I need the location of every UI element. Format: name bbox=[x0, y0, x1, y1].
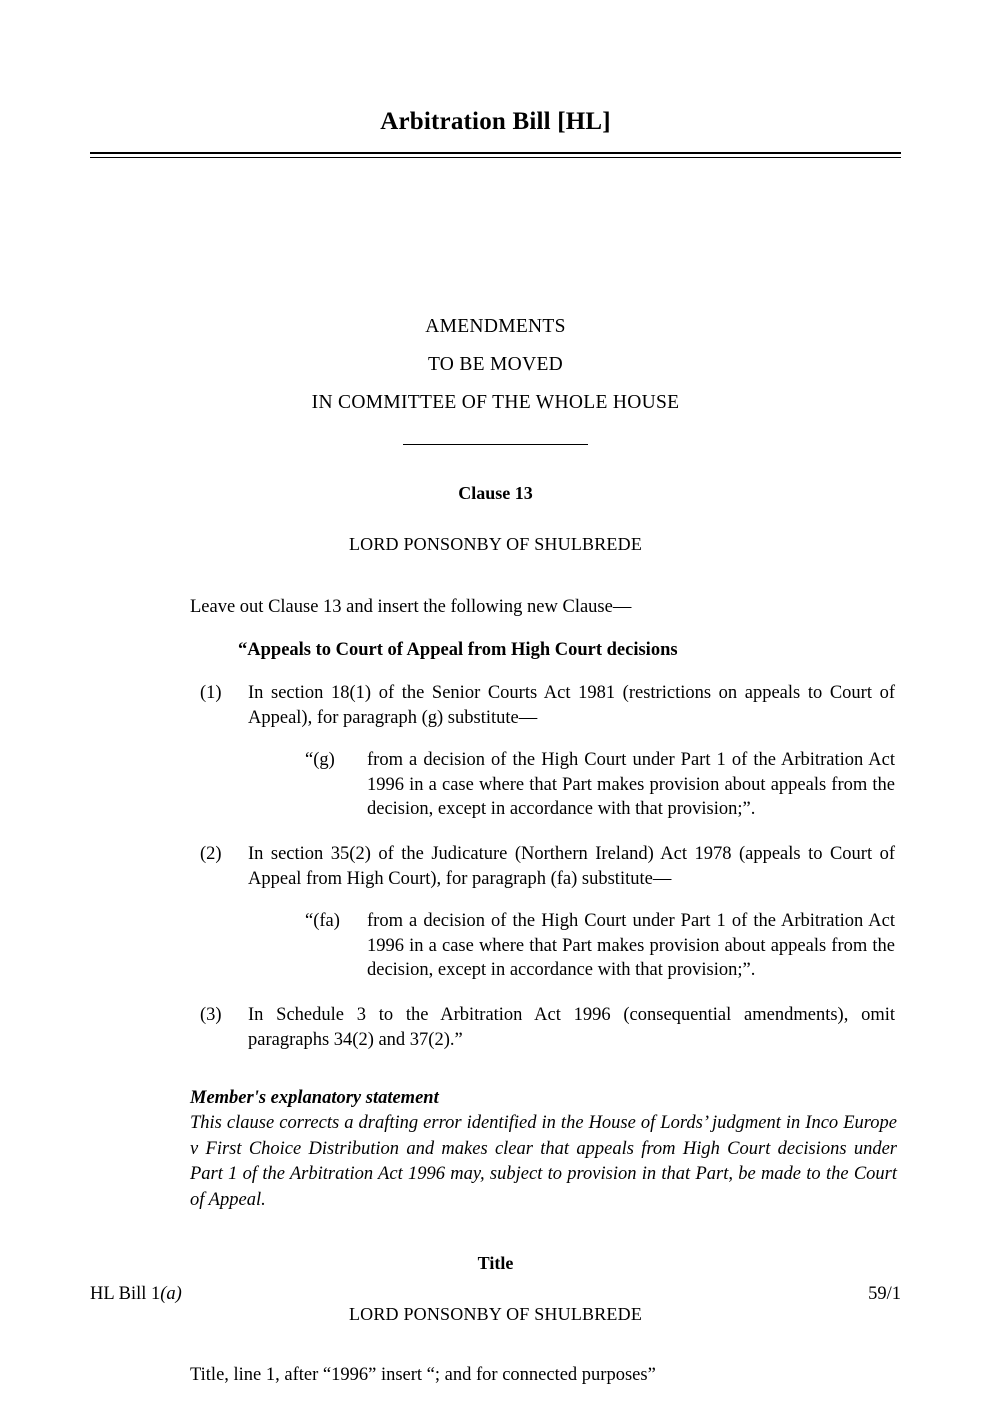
bill-reference-suffix: (a) bbox=[160, 1284, 182, 1304]
page-number: 59/1 bbox=[868, 1284, 901, 1304]
subparagraph-number: (3) bbox=[200, 1004, 222, 1025]
heading-divider bbox=[403, 444, 588, 445]
member-name: LORD PONSONBY OF SHULBREDE bbox=[348, 534, 643, 555]
clause-heading: Clause 13 bbox=[458, 483, 533, 504]
quoted-paragraph-g bbox=[90, 748, 901, 822]
subparagraph-1 bbox=[90, 681, 901, 730]
amendments-heading-line-3: IN COMMITTEE OF THE WHOLE HOUSE bbox=[311, 392, 680, 414]
subparagraph-number: (2) bbox=[200, 844, 222, 865]
subparagraph-2 bbox=[90, 842, 901, 891]
amendments-heading-line-1: AMENDMENTS bbox=[425, 316, 566, 337]
subparagraph-number: (1) bbox=[200, 683, 222, 704]
bill-reference bbox=[90, 1284, 182, 1305]
page-title: Arbitration Bill [HL] bbox=[380, 108, 611, 135]
page-footer bbox=[90, 1284, 901, 1305]
title-divider bbox=[90, 152, 901, 158]
explanatory-statement-title: Member's explanatory statement bbox=[190, 1088, 439, 1109]
quoted-paragraph-text: from a decision of the High Court under Part 1 of the Arbitration Act 1996 in a case where that Part makes provision about appeals from the decision, except in accordance with that provision;”. bbox=[367, 911, 895, 981]
amendments-heading-line-2: TO BE MOVED bbox=[427, 354, 564, 376]
subparagraph-text: In section 18(1) of the Senior Courts Act 1981 (restrictions on appeals to Court of Appeal), for paragraph (g) substitute— bbox=[248, 683, 895, 728]
new-clause-title: “Appeals to Court of Appeal from High Court decisions bbox=[238, 640, 678, 661]
lead-in-text: Leave out Clause 13 and insert the following new Clause— bbox=[190, 597, 632, 618]
subparagraph-3 bbox=[90, 1003, 901, 1052]
subparagraph-text: In section 35(2) of the Judicature (Northern Ireland) Act 1978 (appeals to Court of Appeal from High Court), for paragraph (fa) substitute— bbox=[248, 844, 895, 889]
title-section-amendment: Title, line 1, after “1996” insert “; and for connected purposes” bbox=[190, 1365, 656, 1386]
explanatory-statement-text: This clause corrects a drafting error identified in the House of Lords’ judgment in Inco Europe v First Choice Distribution and makes clear that appeals from High Court decisions under Part 1 of the Arbitration Act 1996 may, subject to provision in that Part, be made to the Court of Appeal. bbox=[190, 1113, 897, 1210]
quoted-paragraph-text: from a decision of the High Court under Part 1 of the Arbitration Act 1996 in a case where that Part makes provision about appeals from the decision, except in accordance with that provision;”. bbox=[367, 750, 895, 820]
title-section-heading: Title bbox=[477, 1253, 514, 1274]
amendments-heading bbox=[90, 308, 901, 445]
bill-reference-text: HL Bill 1 bbox=[90, 1284, 161, 1304]
subparagraph-text: In Schedule 3 to the Arbitration Act 1996 (consequential amendments), omit paragraphs 34(2) and 37(2).” bbox=[248, 1004, 895, 1050]
quoted-paragraph-number: “(fa) bbox=[305, 911, 340, 932]
quoted-paragraph-number: “(g) bbox=[305, 750, 335, 771]
title-section-member-name: LORD PONSONBY OF SHULBREDE bbox=[348, 1304, 643, 1325]
quoted-paragraph-fa bbox=[90, 909, 901, 983]
